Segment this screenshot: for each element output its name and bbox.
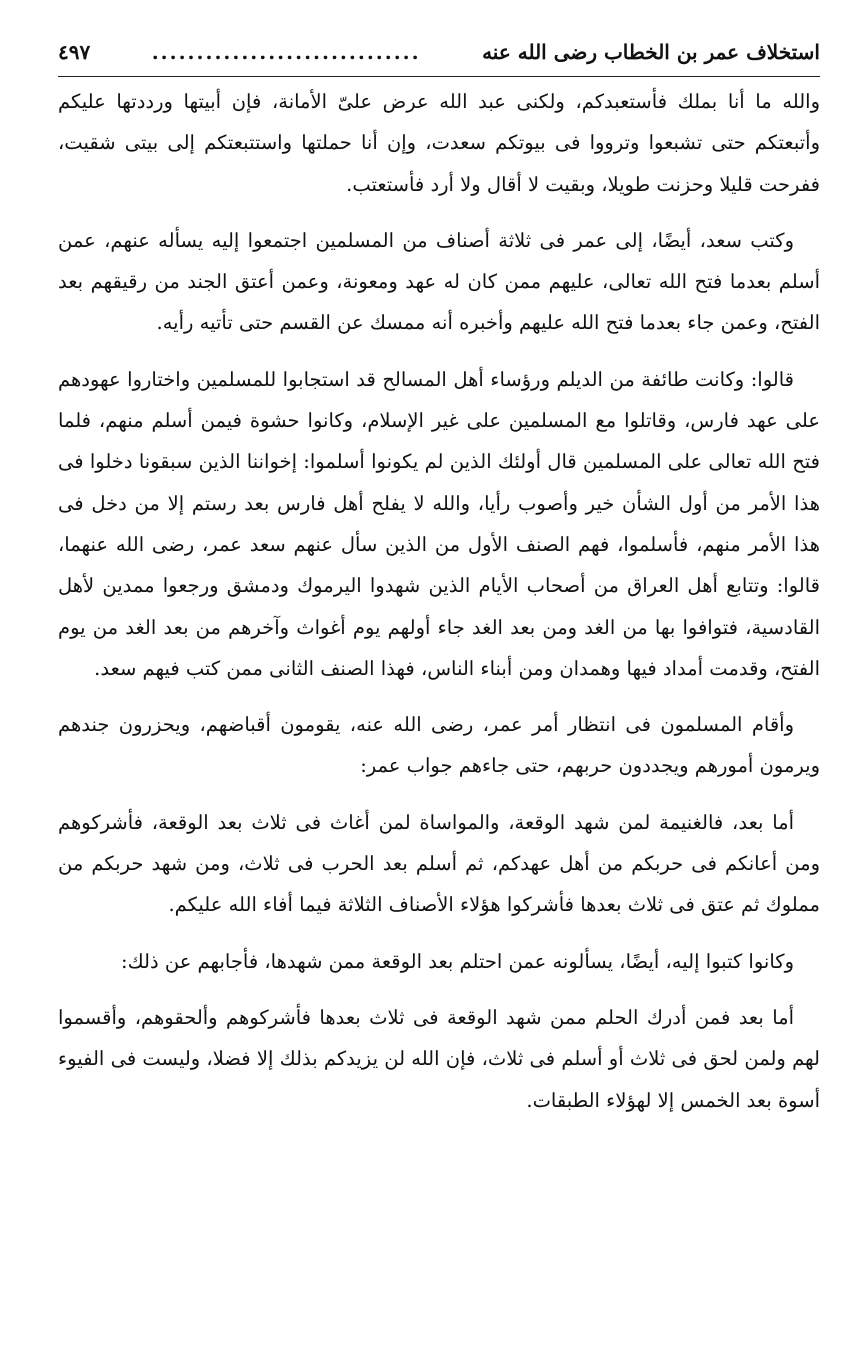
paragraph-7: أما بعد فمن أدرك الحلم ممن شهد الوقعة فى ثلاث بعدها فأشركوهم وألحقوهم، وأقسموا لهم ولمن لحق فى ثلاث أو أسلم فى ثلاث، فإن الله لن يزيدكم بذلك إلا فضلا، وليست فى الفيوء أسوة بعد الخمس إلا لهؤلاء الطبقات. (58, 1005, 820, 1112)
paragraph-3: قالوا: وكانت طائفة من الديلم ورؤساء أهل المسالح قد استجابوا للمسلمين واختاروا عهودهم على عهد فارس، وقاتلوا مع المسلمين على غير الإسلام، وكانوا حشوة فيمن أسلم منهم، فلما فتح الله تعالى على المسلمين قال أولئك الذين لم يكونوا أسلموا: إخواننا الذين سبقونا دخلوا فى هذا الأمر من أول الشأن خير وأصوب رأيا، والله لا يفلح أهل فارس بعد رستم إلا من دخل فى هذا الأمر منهم، فأسلموا، فهم الصنف الأول من الذين سأل عنهم سعد عمر، رضى الله عنهما، قالوا: وتتابع أهل العراق من أصحاب الأيام الذين شهدوا اليرموك ودمشق ورجعوا ممدين لأهل القادسية، فتوافوا بها من الغد ومن بعد الغد جاء أولهم يوم أغواث وآخرهم من بعد الغد من يوم الفتح، وقدمت أمداد فيها وهمدان ومن أبناء الناس، فهذا الصنف الثانى ممن كتب فيهم سعد. (58, 367, 820, 680)
paragraph-4: وأقام المسلمون فى انتظار أمر عمر، رضى الله عنه، يقومون أقباضهم، ويحزرون جندهم ويرمون أمورهم ويجددون حربهم، حتى جاءهم جواب عمر: (58, 713, 820, 778)
paragraph-2: وكتب سعد، أيضًا، إلى عمر فى ثلاثة أصناف من المسلمين اجتمعوا إليه يسأله عنهم، عمن أسلم بعدما فتح الله تعالى، عليهم ممن كان له عهد ومعونة، وعمن أعتق الجند من رقيقهم بعد الفتح، وعمن جاء بعدما فتح الله عليهم وأخبره أنه ممسك عن القسم حتى تأتيه رأيه. (58, 228, 820, 335)
paragraph-6: وكانوا كتبوا إليه، أيضًا، يسألونه عمن احتلم بعد الوقعة ممن شهدها، فأجابهم عن ذلك: (121, 949, 794, 973)
paragraph-1: والله ما أنا بملك فأستعبدكم، ولكنى عبد الله عرض علىّ الأمانة، فإن أبيتها ورددتها عليكم وأتبعتكم حتى تشبعوا وترووا فى بيوتكم سعدت، وإن أنا حملتها واستتبعتكم إلى بيتى شقيت، ففرحت قليلا وحزنت طويلا، وبقيت لا أقال ولا أرد فأستعتب. (58, 90, 820, 196)
paragraph-5: أما بعد، فالغنيمة لمن شهد الوقعة، والمواساة لمن أغاث فى ثلاث بعد الوقعة، فأشركوهم ومن أعانكم فى حربكم من أهل عهدكم، ثم أسلم بعد الحرب فى ثلاث، ومن شهد حربكم من مملوك ثم عتق فى ثلاث بعدها فأشركوا هؤلاء الأصناف الثلاثة فيما أفاء الله عليكم. (58, 810, 820, 917)
running-title: استخلاف عمر بن الخطاب رضى الله عنه (482, 40, 820, 64)
leader-dots: .............................. (151, 40, 421, 64)
book-page (58, 36, 820, 1121)
page-number: ٤٩٧ (58, 40, 91, 64)
page-header (58, 36, 820, 77)
